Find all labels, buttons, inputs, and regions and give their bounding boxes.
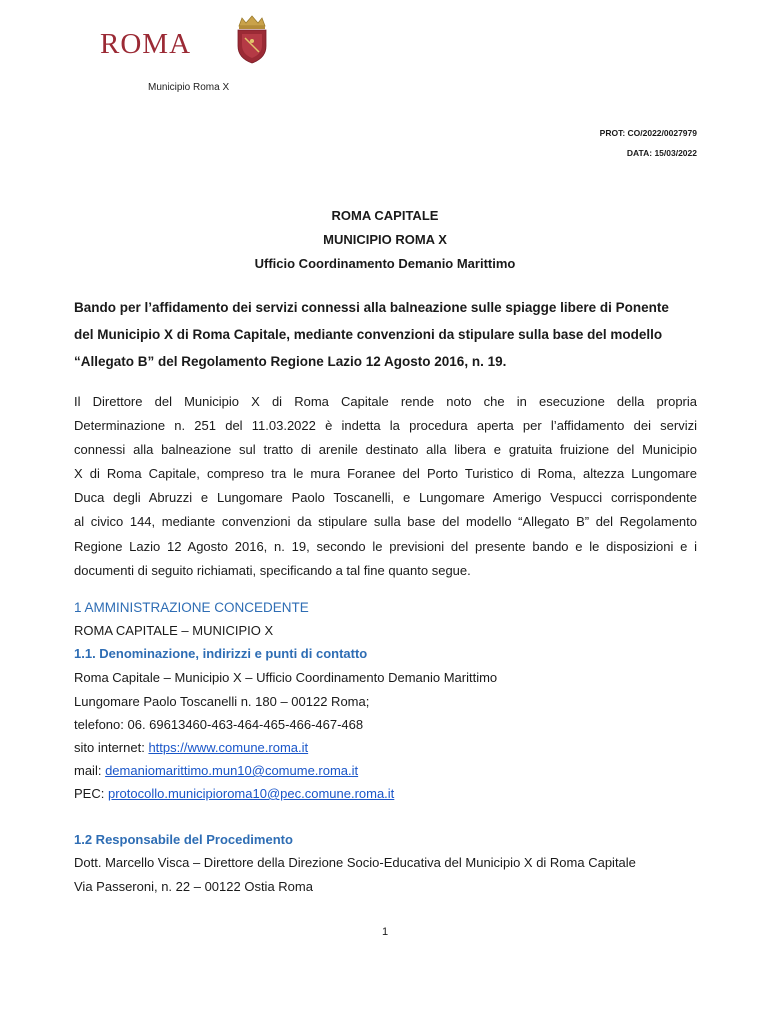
responsabile-person: Dott. Marcello Visca – Direttore della Direzione Socio-Educativa del Municipio X di Roma Capitale (74, 855, 636, 870)
pec-link[interactable]: protocollo.municipioroma10@pec.comune.roma.it (107, 786, 395, 801)
intro-line: connessi alla balneazione sul tratto di arenile destinato alla libera e gratuita fruizione del Municipio (74, 442, 697, 458)
section-1-2-heading: 1.2 Responsabile del Procedimento (74, 832, 293, 847)
pec-label: PEC: (74, 786, 105, 801)
municipio-label: Municipio Roma X (148, 82, 230, 93)
title-ufficio: Ufficio Coordinamento Demanio Marittimo (254, 256, 516, 271)
protocol-date: DATA: 15/03/2022 (626, 148, 697, 158)
intro-line: al civico 144, mediante convenzioni da stipulare sulla base del modello “Allegato B” del Regolamento (74, 514, 697, 530)
title-roma-capitale: ROMA CAPITALE (331, 208, 439, 223)
roma-crest-icon (234, 14, 270, 64)
intro-line: X di Roma Capitale, compreso tra le mura Foranee del Porto Turistico di Roma, altezza Lungomare (74, 466, 697, 482)
section-1-1-heading: 1.1. Denominazione, indirizzi e punti di contatto (74, 646, 368, 661)
mail-label: mail: (74, 763, 102, 778)
intro-line: Duca degli Abruzzi e Lungomare Paolo Toscanelli, e Lungomare Amerigo Vespucci corrispondente (74, 490, 697, 506)
contact-phone: telefono: 06. 69613460-463-464-465-466-467-468 (74, 717, 364, 732)
page-number: 1 (381, 926, 389, 938)
protocol-number: PROT: CO/2022/0027979 (599, 128, 697, 138)
intro-paragraph (74, 390, 697, 583)
intro-line: Determinazione n. 251 del 11.03.2022 è indetta la procedura aperta per l’affidamento dei servizi (74, 418, 697, 434)
contact-mail (74, 763, 358, 778)
responsabile-address: Via Passeroni, n. 22 – 00122 Ostia Roma (74, 879, 313, 894)
contact-website (74, 740, 308, 755)
section-1-entity: ROMA CAPITALE – MUNICIPIO X (74, 623, 274, 638)
contact-office: Roma Capitale – Municipio X – Ufficio Coordinamento Demanio Marittimo (74, 670, 498, 685)
bando-line: “Allegato B” del Regolamento Regione Lazio 12 Agosto 2016, n. 19. (74, 354, 507, 369)
bando-line: Bando per l’affidamento dei servizi connessi alla balneazione sulle spiagge libere di Ponente (74, 300, 669, 315)
intro-line: Il Direttore del Municipio X di Roma Capitale rende noto che in esecuzione della propria (74, 394, 697, 409)
intro-line: Regione Lazio 12 Agosto 2016, n. 19, secondo le previsioni del presente bando e le disposizioni e i (74, 538, 697, 554)
title-municipio: MUNICIPIO ROMA X (323, 232, 447, 247)
bando-line: del Municipio X di Roma Capitale, mediante convenzioni da stipulare sulla base del modello (74, 327, 663, 342)
section-1-heading: 1 AMMINISTRAZIONE CONCEDENTE (74, 600, 309, 615)
contact-address: Lungomare Paolo Toscanelli n. 180 – 00122 Roma; (74, 694, 370, 709)
mail-link[interactable]: demaniomarittimo.mun10@comume.roma.it (105, 763, 359, 778)
website-label: sito internet: (74, 740, 145, 755)
intro-line: documenti di seguito richiamati, specificando a tal fine quanto segue. (74, 562, 471, 578)
roma-logo-text: ROMA (100, 28, 192, 60)
contact-pec (74, 786, 394, 801)
bando-title (74, 294, 697, 375)
website-link[interactable]: https://www.comune.roma.it (148, 740, 309, 755)
